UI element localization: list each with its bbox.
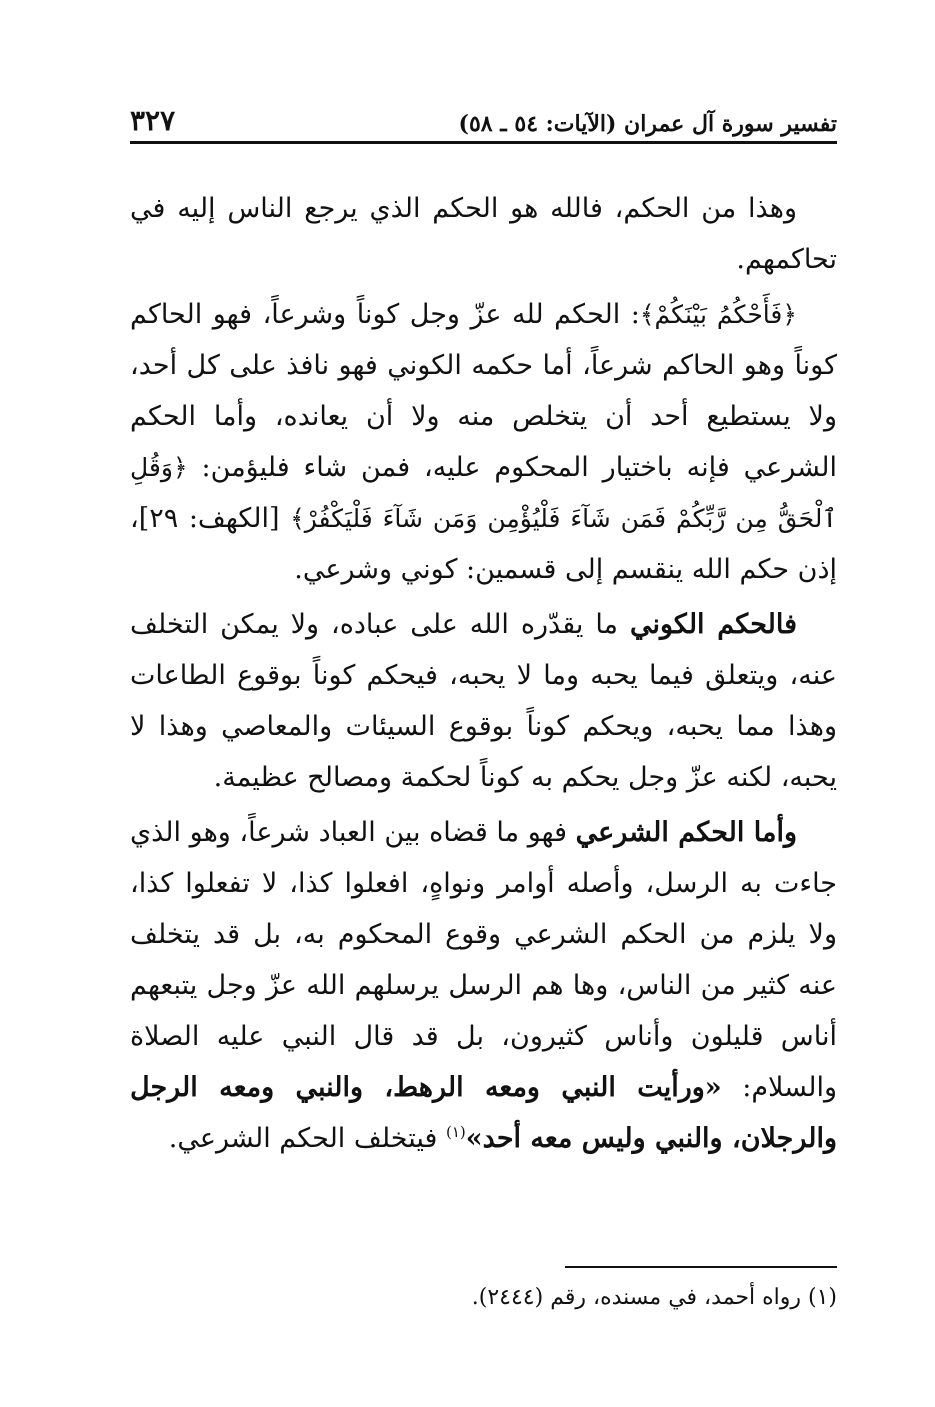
- page-number: ٣٢٧: [130, 104, 176, 137]
- footnote-reference[interactable]: (١): [446, 1123, 466, 1141]
- paragraph-4: [130, 807, 837, 1164]
- page-header: [130, 100, 837, 144]
- page-body: [130, 183, 837, 1168]
- quran-quote-1: ﴿فَأَحْكُمُ بَيْنَكُمْ﴾: [639, 300, 798, 329]
- paragraph-3-heading: فالحكم الكوني: [629, 609, 797, 640]
- paragraph-4-text-a: فهو ما قضاه بين العباد شرعاً، وهو الذي جاءت به الرسل، وأصله أوامر ونواهٍ، افعلوا كذا، لا تفعلوا كذا، ولا يلزم من الحكم الشرعي وقوع المحكوم به، بل قد يتخلف عنه كثير من الناس، وها هم الرسل يرسلهم الله عزّ وجل يتبعهم أناس قليلون وأناس كثيرون، بل قد قال النبي عليه الصلاة والسلام:: [130, 817, 838, 1103]
- footnote: [130, 1280, 837, 1316]
- paragraph-3-text: ما يقدّره الله على عباده، ولا يمكن التخلف عنه، ويتعلق فيما يحبه وما لا يحبه، فيحكم كوناً بوقوع الطاعات وهذا مما يحبه، ويحكم كوناً بوقوع السيئات والمعاصي وهذا لا يحبه، لكنه عزّ وجل يحكم به كوناً لحكمة ومصالح عظيمة.: [130, 609, 837, 793]
- paragraph-3: [130, 599, 837, 803]
- paragraph-4-heading: وأما الحكم الشرعي: [575, 817, 797, 848]
- running-title: تفسير سورة آل عمران (الآيات: ٥٤ ـ ٥٨): [458, 111, 837, 137]
- paragraph-2: [130, 289, 837, 595]
- quran-quote-2: ﴿وَقُلِ ٱلْحَقُّ مِن رَّبِّكُمْ فَمَن شَآءَ فَلْيُؤْمِن وَمَن شَآءَ فَلْيَكْفُرْ﴾: [130, 453, 837, 533]
- paragraph-2-text-a: : الحكم لله عزّ وجل كوناً وشرعاً، فهو الحاكم كوناً وهو الحاكم شرعاً، أما حكمه الكوني فهو نافذ على كل أحد، ولا يستطيع أحد أن يتخلص منه ولا أن يعانده، وأما الحكم الشرعي فإنه باختيار المحكوم عليه، فمن شاء فليؤمن:: [130, 299, 837, 483]
- paragraph-1-text: وهذا من الحكم، فالله هو الحكم الذي يرجع الناس إليه في تحاكمهم.: [130, 193, 837, 275]
- paragraph-1: [130, 183, 837, 285]
- paragraph-4-text-b: فيتخلف الحكم الشرعي.: [168, 1123, 446, 1154]
- footnote-divider: [565, 1266, 837, 1268]
- footnote-text: (١) رواه أحمد، في مسنده، رقم (٢٤٤٤).: [471, 1285, 837, 1310]
- hadith-quote: «ورأيت النبي ومعه الرهط، والنبي ومعه الرجل والرجلان، والنبي وليس معه أحد»: [130, 1072, 837, 1154]
- paragraph-2-text-b: [الكهف: ٢٩]، إذن حكم الله ينقسم إلى قسمين: كوني وشرعي.: [130, 503, 837, 585]
